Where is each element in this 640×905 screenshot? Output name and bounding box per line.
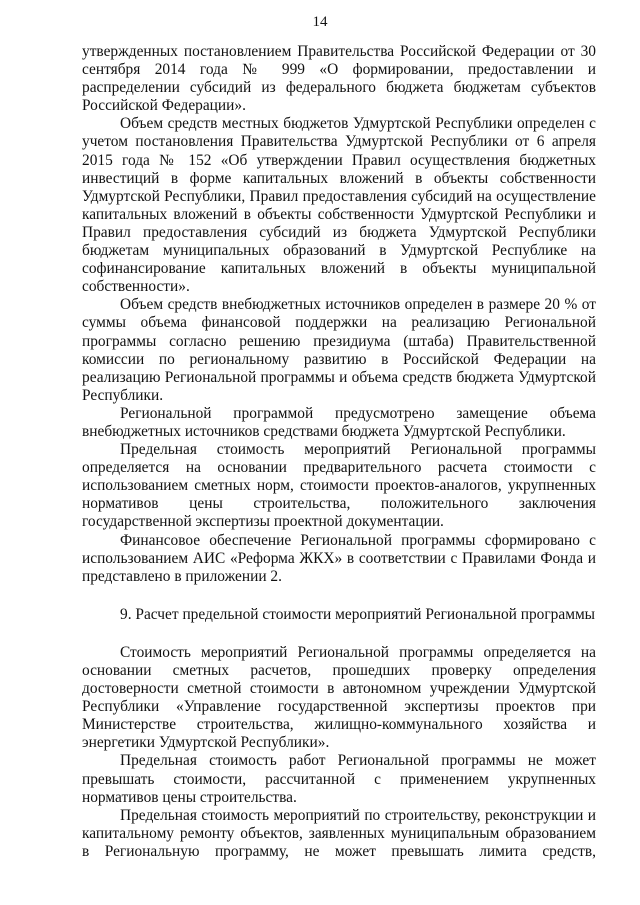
paragraph: Предельная стоимость работ Региональной программы не может превышать стоимости, рассчитанной с применением укрупненных нормативов цены строительства.: [82, 752, 596, 806]
section-heading: 9. Расчет предельной стоимости мероприятий Региональной программы: [120, 605, 596, 623]
paragraph: Объем средств внебюджетных источников определен в размере 20 % от суммы объема финансовой поддержки на реализацию Региональной программы согласно решению президиума (штаба) Правительственной комиссии по региональному развитию в Российской Федерации на реализацию Региональной программы и объема средств бюджета Удмуртской Республики.: [82, 296, 596, 404]
paragraph: Региональной программой предусмотрено замещение объема внебюджетных источников средствами бюджета Удмуртской Республики.: [82, 404, 596, 440]
paragraph: Предельная стоимость мероприятий по строительству, реконструкции и капитальному ремонту объектов, заявленных муниципальным образованием в Региональную программу, не может превышать лимита средств,: [82, 806, 596, 860]
page-number: 14: [312, 14, 328, 30]
paragraph: Объем средств местных бюджетов Удмуртской Республики определен с учетом постановления Правительства Удмуртской Республики от 6 апреля 2015 года № 152 «Об утверждении Правил осуществления бюджетных инвестиций в форме капитальных вложений в объекты собственности Удмуртской Республики, Правил предоставления субсидий на осуществление капитальных вложений в объекты собственности Удмуртской Республики и Правил предоставления субсидий из бюджета Удмуртской Республики бюджетам муниципальных образований в Удмуртской Республике на софинансирование капитальных вложений в объекты муниципальной собственности».: [82, 115, 596, 296]
paragraph: Предельная стоимость мероприятий Региональной программы определяется на основании предварительного расчета стоимости с использованием сметных норм, стоимости проектов-аналогов, укрупненных нормативов цены строительства, положительного заключения государственной экспертизы проектной документации.: [82, 441, 596, 531]
document-body: [82, 43, 596, 861]
paragraph: Стоимость мероприятий Региональной программы определяется на основании сметных расчетов, прошедших проверку определения достоверности сметной стоимости в автономном учреждении Удмуртской Республики «Управление государственной экспертизы проектов при Министерстве строительства, жилищно-коммунального хозяйства и энергетики Удмуртской Республики».: [82, 643, 596, 752]
paragraph: утвержденных постановлением Правительства Российской Федерации от 30 сентября 2014 года № 999 «О формировании, предоставлении и распределении субсидий из федерального бюджета бюджетам субъектов Российской Федерации».: [82, 43, 596, 115]
paragraph: Финансовое обеспечение Региональной программы сформировано с использованием АИС «Реформа ЖКХ» в соответствии с Правилами Фонда и представлено в приложении 2.: [82, 531, 596, 585]
